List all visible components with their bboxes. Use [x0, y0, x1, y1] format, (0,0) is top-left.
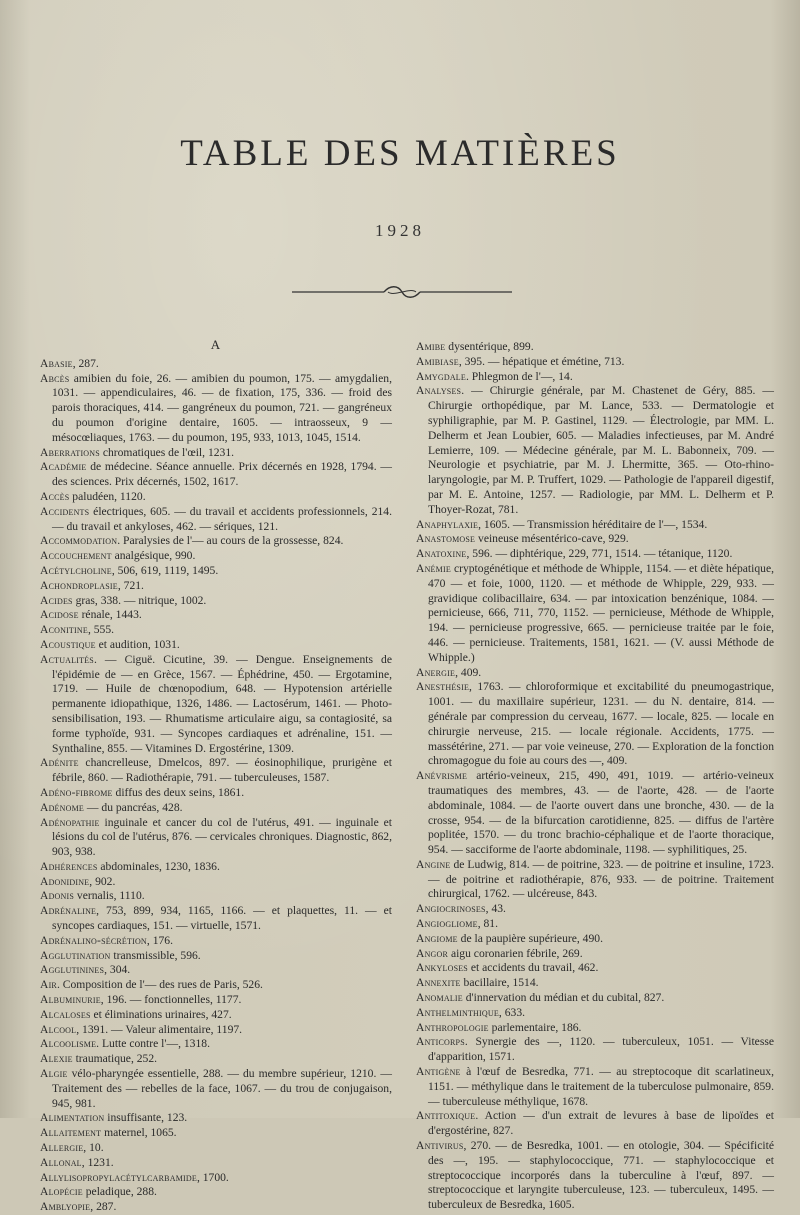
index-term: Abasie — [40, 356, 73, 370]
index-references: , 1700. — [196, 1170, 229, 1184]
index-term: Antigène — [416, 1065, 461, 1079]
index-references: vélo-pharyngée essentielle, 288. — du membre supérieur, 1210. — Traitement des — rebelles de la face, 1067. — du trou de conjugaison, 945, 981. — [52, 1067, 392, 1110]
index-entry — [40, 904, 392, 934]
index-entry — [416, 680, 774, 769]
index-entry — [40, 889, 392, 904]
index-entry — [40, 460, 392, 490]
index-references: , 270. — de Besredka, 1001. — en otologie, 304. — Spécificité des —, 195. — staphylococcique, 771. — staphylococcique et streptococcique incorporés dans la tuberculine à l'œuf, 897. — streptococcique et laryngite tuberculeuse, 123. — tuberculeux, 1495. — tuberculeux de Besredka, 1605. — [428, 1139, 774, 1212]
index-references: . Paralysies de l'— au cours de la grossesse, 824. — [117, 534, 344, 548]
index-entry — [40, 534, 392, 549]
index-entry — [416, 858, 774, 902]
index-references: et accidents du travail, 462. — [467, 961, 599, 975]
index-entry — [40, 549, 392, 564]
index-entry — [40, 594, 392, 609]
index-term: Accidents — [40, 504, 90, 518]
index-references: transmissible, 596. — [110, 948, 201, 962]
index-entry — [416, 991, 774, 1006]
index-entry — [40, 786, 392, 801]
index-term: Angiogliome — [416, 917, 478, 931]
index-entry — [416, 547, 774, 562]
index-entry — [416, 769, 774, 858]
index-term: Anesthésie — [416, 680, 470, 694]
index-term: Adénome — [40, 800, 84, 814]
index-references: traumatique, 252. — [72, 1052, 158, 1066]
index-references: dysentérique, 899. — [445, 340, 534, 353]
index-entry — [416, 1065, 774, 1109]
index-entry — [416, 1109, 774, 1139]
index-entry — [40, 860, 392, 875]
index-term: Aberrations — [40, 445, 100, 459]
index-entry — [416, 976, 774, 991]
index-entry — [40, 978, 392, 993]
index-entry — [416, 562, 774, 666]
index-references: , 1231. — [81, 1155, 114, 1169]
index-references: et éliminations urinaires, 427. — [90, 1007, 232, 1021]
index-entry — [40, 816, 392, 860]
index-references: , 196. — fonctionnelles, 1177. — [100, 993, 242, 1007]
index-entry — [40, 608, 392, 623]
index-entry — [40, 1126, 392, 1141]
index-entry — [416, 355, 774, 370]
index-references: de la paupière supérieure, 490. — [457, 931, 603, 945]
index-term: Air — [40, 978, 57, 992]
index-term: Anastomose — [416, 532, 476, 546]
index-entry — [416, 947, 774, 962]
index-term: Allonal — [40, 1155, 82, 1169]
index-term: Antivirus — [416, 1139, 464, 1153]
index-term: Anthelminthique — [416, 1005, 499, 1019]
index-references: diffus des deux seins, 1861. — [112, 785, 245, 799]
index-term: Alexie — [40, 1052, 73, 1066]
index-references: rénale, 1443. — [78, 608, 142, 622]
index-term: Adonis — [40, 889, 75, 903]
index-references: de Ludwig, 814. — de poitrine, 323. — de poitrine et insuline, 1723. — de poitrine et radiothérapie, 876, 933. — de poitrine. Traitement chirurgical, 1762. — ulcéreuse, 843. — [428, 857, 774, 901]
index-entry — [40, 357, 392, 372]
index-term: Anticorps — [416, 1035, 465, 1049]
entry-list-left — [40, 357, 392, 1215]
index-references: , 10. — [83, 1141, 104, 1155]
index-references: , 395. — hépatique et émétine, 713. — [458, 354, 625, 368]
index-entry — [40, 1037, 392, 1052]
index-term: Abcès — [40, 371, 70, 385]
index-term: Acoustique — [40, 637, 96, 651]
index-references: . Action — d'un extrait de levures à base de lipoïdes et d'ergostérine, 827. — [428, 1109, 774, 1138]
index-term: Adénite — [40, 756, 79, 770]
page-title: TABLE DES MATIÈRES — [180, 133, 620, 174]
index-term: Ankyloses — [416, 961, 468, 975]
index-term: Adonidine — [40, 874, 90, 888]
index-entry — [40, 1111, 392, 1126]
index-references: d'innervation du médian et du cubital, 827. — [462, 991, 665, 1005]
index-entry — [40, 1171, 392, 1186]
decorative-rule-icon — [292, 283, 512, 301]
index-entry — [40, 1156, 392, 1171]
index-references: , 506, 619, 1119, 1495. — [111, 563, 219, 577]
index-term: Allergie — [40, 1141, 84, 1155]
index-entry — [416, 902, 774, 917]
index-term: Anémie — [416, 561, 451, 575]
index-term: Alcoolisme — [40, 1037, 97, 1051]
index-references: inguinale et cancer du col de l'utérus, 491. — inguinale et lésions du col de l'utérus, 876. — cervicales chroniques. Diagnostic, 862, 903, 938. — [52, 815, 392, 859]
index-term: Analyses — [416, 384, 462, 398]
index-term: Anthropologie — [416, 1020, 489, 1034]
index-references: , 176. — [146, 933, 173, 947]
index-references: , 1391. — Valeur alimentaire, 1197. — [76, 1022, 243, 1036]
index-term: Académie — [40, 460, 87, 474]
index-references: analgésique, 990. — [111, 549, 196, 563]
index-references: électriques, 605. — du travail et accidents professionnels, 214. — du travail et ankyloses, 462. — sériques, 121. — [52, 504, 392, 533]
index-references: , 633. — [498, 1005, 526, 1019]
index-references: gras, 338. — nitrique, 1002. — [72, 593, 207, 607]
index-references: artério-veineux, 215, 490, 491, 1019. — artério-veineux traumatiques des membres, 43. — de l'aorte, 428. — de l'aorte abdominale, 1084. — de l'aorte ouvert dans une bronche, 430. — de la crosse, 954. — de la bifurcation carotidienne, 825. — diffus de l'artère poplitée, 1570. — du tronc brachio-céphalique et de l'aorte thoracique, 954. — sacciforme de l'aorte abdominale, 1198. — syphilitiques, 25. — [428, 769, 774, 857]
index-references: chromatiques de l'œil, 1231. — [99, 445, 235, 459]
index-references: , 721. — [117, 578, 144, 592]
index-references: parlementaire, 186. — [488, 1020, 582, 1034]
index-references: . Lutte contre l'—, 1318. — [96, 1037, 210, 1051]
index-entry — [416, 340, 774, 355]
index-term: Agglutinines — [40, 963, 105, 977]
index-column-left — [40, 338, 392, 1215]
index-term: Allylisopropylacétylcarbamide — [40, 1170, 197, 1184]
index-entry — [40, 1200, 392, 1215]
index-references: . Synergie des —, 1120. — tuberculeux, 1051. — Vitesse d'apparition, 1571. — [428, 1035, 774, 1064]
index-entry — [40, 446, 392, 461]
index-entry — [40, 934, 392, 949]
index-term: Amygdale — [416, 369, 466, 383]
index-entry — [40, 638, 392, 653]
index-references: chancrelleuse, Dmelcos, 897. — éosinophilique, prurigène et fébrile, 860. — Radiothérapie, 791. — tuberculeuses, 1587. — [52, 756, 392, 785]
index-entry — [40, 963, 392, 978]
index-term: Acidose — [40, 608, 79, 622]
index-term: Anévrisme — [416, 769, 468, 783]
index-references: . Composition de l'— des rues de Paris, 526. — [56, 978, 263, 992]
index-references: , 287. — [72, 356, 99, 370]
index-references: — du pancréas, 428. — [84, 800, 183, 814]
index-term: Adrénalino-sécrétion — [40, 933, 147, 947]
index-references: . — Chirurgie générale, par M. Chastenet de Géry, 885. — Chirurgie orthopédique, par M. Lance, 533. — Dermatologie et syphiligraphie, par M. P. Gastinel, 1129. — Électrologie, par MM. L. Delherm et Jean Loubier, 605. — Maladies infectieuses, par M. André Lemierre, 109. — Médecine générale, par M. L. Babonneix, 709. — Neurologie et psychiatrie, par M. J. Lhermitte, 365. — Oto-rhino-laryngologie, par M. P. Truffert, 1029. — Pathologie de l'appareil digestif, par M. E. Antoine, 1257. — Radiologie, par MM. L. Delherm et P. Thoyer-Rozat, 781. — [428, 384, 774, 516]
index-term: Achondroplasie — [40, 578, 118, 592]
index-entry — [416, 384, 774, 517]
index-entry — [416, 1139, 774, 1213]
index-references: , 43. — [485, 902, 506, 916]
index-entry — [40, 653, 392, 757]
index-term: Anomalie — [416, 991, 463, 1005]
index-term: Acides — [40, 593, 73, 607]
index-term: Adéno-fibrome — [40, 785, 113, 799]
index-entry — [416, 1021, 774, 1036]
index-references: et audition, 1031. — [95, 637, 180, 651]
index-entry — [40, 372, 392, 446]
entry-list-right — [416, 340, 774, 1213]
index-references: , 902. — [89, 874, 116, 888]
index-references: . Phlegmon de l'—, 14. — [465, 369, 573, 383]
index-term: Accouchement — [40, 549, 112, 563]
index-term: Algie — [40, 1067, 68, 1081]
index-entry — [40, 505, 392, 535]
index-term: Anaphylaxie — [416, 517, 479, 531]
index-entry — [40, 1008, 392, 1023]
index-references: insuffisante, 123. — [104, 1111, 188, 1125]
index-column-right — [416, 340, 774, 1213]
index-entry — [40, 579, 392, 594]
index-entry — [40, 1185, 392, 1200]
index-term: Amibe — [416, 340, 446, 353]
index-entry — [416, 932, 774, 947]
year-heading: 1928 — [375, 221, 425, 240]
index-term: Accommodation — [40, 534, 118, 548]
index-entry — [416, 666, 774, 681]
index-references: , 409. — [455, 665, 482, 679]
index-entry — [40, 490, 392, 505]
index-references: , 287. — [90, 1200, 117, 1214]
index-term: Alopécie — [40, 1185, 83, 1199]
index-entry — [40, 875, 392, 890]
index-term: Angor — [416, 946, 449, 960]
index-references: , 596. — diphtérique, 229, 771, 1514. — tétanique, 1120. — [466, 547, 733, 561]
index-references: vernalis, 1110. — [74, 889, 145, 903]
index-term: Acétylcholine — [40, 563, 112, 577]
index-term: Anatoxine — [416, 547, 467, 561]
index-references: , 1763. — chloroformique et excitabilité du pneumogastrique, 1001. — du maxillaire supérieur, 1231. — du N. dentaire, 814. — générale par compression du cerveau, 1677. — locale, 825. — locale en chirurgie nerveuse, 215. — locale régionale. Accidents, 1775. — massétérine, 271. — par voie veineuse, 270. — Exploration de la fonction chromagogue du foie au cours des —, 409. — [428, 680, 774, 768]
index-term: Alcool — [40, 1022, 77, 1036]
index-references: à l'œuf de Besredka, 771. — au streptocoque dit scarlatineux, 1151. — méthylique dans le traitement de la tuberculose pulmonaire, 859. — tuberculeuse méthylique, 1678. — [428, 1065, 774, 1108]
index-entry — [40, 1141, 392, 1156]
index-entry — [40, 993, 392, 1008]
index-term: Angiocrinoses — [416, 902, 486, 916]
index-references: , 753, 899, 934, 1165, 1166. — et plaquettes, 11. — et syncopes cardiaques, 151. — virtuelle, 1571. — [52, 904, 392, 933]
index-term: Annexite — [416, 976, 461, 990]
index-entry — [416, 1006, 774, 1021]
index-term: Albuminurie — [40, 993, 101, 1007]
index-entry — [40, 801, 392, 816]
index-references: , 555. — [87, 623, 115, 637]
index-references: peladique, 288. — [82, 1185, 157, 1199]
index-entry — [416, 532, 774, 547]
index-entry — [40, 756, 392, 786]
index-term: Aconitine — [40, 623, 88, 637]
index-entry — [40, 623, 392, 638]
index-references: amibien du foie, 26. — amibien du poumon, 175. — amygdalien, 1031. — appendiculaires, 46. — de fixation, 175, 336. — froid des parois thoraciques, 414. — gangréneux du poumon, 721. — gangréneux du poumon d'origine dentaire, 1605. — intraosseux, 9 — mésocœliaques, 1763. — du poumon, 195, 933, 1013, 1045, 1514. — [52, 371, 392, 444]
index-term: Alcaloses — [40, 1007, 91, 1021]
index-references: cryptogénétique et méthode de Whipple, 1154. — et diète hépatique, 470 — et foie, 1000, 1120. — et méthode de Whipple, 229, 933. — gravidique colibacillaire, 634. — par intoxication benzénique, 1084. — pernicieuse, 666, 711, 770, 1152. — pernicieuse, Méthode de Whipple, 194. — pernicieuse progressive, 665. — pernicieuse traitée par le foie, 446. — pernicieuse. Traitements, 1581, 1621. — (V. aussi Méthode de Whipple.) — [428, 561, 774, 664]
index-entry — [40, 949, 392, 964]
index-term: Allaitement — [40, 1126, 102, 1140]
index-references: veineuse mésentérico-cave, 929. — [475, 532, 629, 546]
index-term: Adénopathie — [40, 815, 100, 829]
index-entry — [416, 1035, 774, 1065]
index-term: Adhérences — [40, 859, 98, 873]
index-term: Agglutination — [40, 948, 111, 962]
index-entry — [416, 518, 774, 533]
index-entry — [40, 564, 392, 579]
index-entry — [416, 961, 774, 976]
index-entry — [416, 370, 774, 385]
index-term: Amibiase — [416, 354, 459, 368]
index-term: Angine — [416, 857, 451, 871]
index-entry — [40, 1023, 392, 1038]
index-term: Alimentation — [40, 1111, 105, 1125]
index-entry — [40, 1067, 392, 1111]
index-term: Anergie — [416, 665, 456, 679]
index-references: bacillaire, 1514. — [460, 976, 539, 990]
index-entry — [416, 917, 774, 932]
index-references: , 304. — [104, 963, 131, 977]
index-term: Angiome — [416, 931, 458, 945]
index-term: Amblyopie — [40, 1200, 91, 1214]
index-references: , 81. — [477, 917, 498, 931]
index-references: , 1605. — Transmission héréditaire de l'—, 1534. — [478, 517, 708, 531]
index-references: de médecine. Séance annuelle. Prix décernés en 1928, 1794. — des sciences. Prix décernés, 1502, 1617. — [52, 460, 392, 489]
index-term: Accès — [40, 489, 70, 503]
index-references: maternel, 1065. — [101, 1126, 177, 1140]
index-references: abdominales, 1230, 1836. — [97, 859, 220, 873]
index-term: Adrénaline — [40, 904, 97, 918]
index-entry — [40, 1052, 392, 1067]
index-references: . — Ciguë. Cicutine, 39. — Dengue. Enseignements de l'épidémie de — en Grèce, 1567. — Éphédrine, 450. — Ergotamine, 1719. — Huile de chœnopodium, 648. — Hypotension artérielle permanente idiopathique, 1326, 1486. — Lactosérum, 1461. — Photo-sensibilisation, 193. — Rhumatisme articulaire aigu, sa contagiosité, sa forme typhoïde, 931. — Syncopes cardiaques et adrénaline, 151. — Synthaline, 855. — Vitamines D. Ergostérine, 1309. — [52, 652, 392, 755]
index-term: Antitoxique — [416, 1109, 476, 1123]
index-term: Actualités — [40, 652, 94, 666]
index-references: aigu coronarien fébrile, 269. — [448, 946, 583, 960]
section-letter: A — [210, 337, 222, 352]
index-references: paludéen, 1120. — [69, 489, 146, 503]
